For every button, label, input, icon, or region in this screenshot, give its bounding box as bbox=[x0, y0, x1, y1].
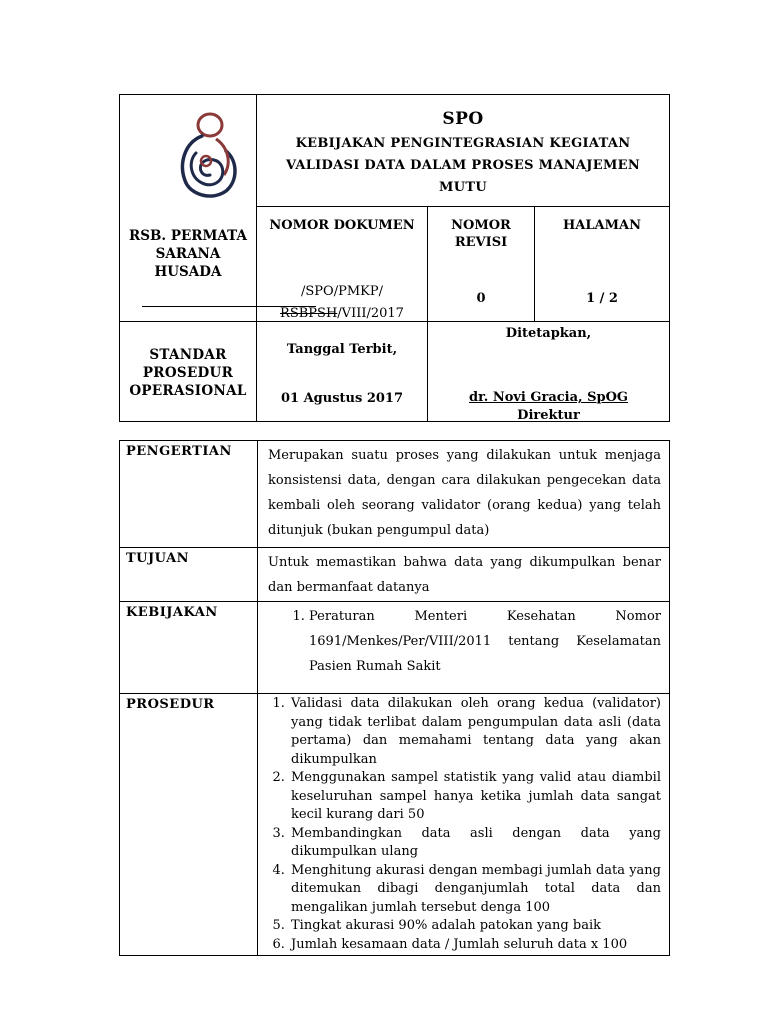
prosedur-item: 1. Validasi data dilakukan oleh orang kedua (validator) yang tidak terlibat dalam pengumpulan data asli (data pertama) dan memahami tentang data yang akan dikumpulkan bbox=[289, 695, 661, 769]
title-cell bbox=[257, 95, 670, 207]
nomor-dokumen-value: /SPO/PMKP/ RSBPSH/VIII/2017 bbox=[280, 284, 404, 321]
prosedur-item: 5. Tingkat akurasi 90% adalah patokan yang baik bbox=[289, 917, 661, 936]
halaman-header: HALAMAN bbox=[563, 218, 641, 233]
prosedur-item: 6. Jumlah kesamaan data / Jumlah seluruh data x 100 bbox=[289, 936, 661, 955]
pengertian-text: Merupakan suatu proses yang dilakukan untuk menjaga konsistensi data, dengan cara dilakukan pengecekan data kembali oleh seorang validator (orang kedua) yang telah ditunjuk (bukan pengumpul data) bbox=[268, 448, 661, 538]
nomor-revisi-header: NOMOR REVISI bbox=[451, 218, 511, 250]
tanggal-cell bbox=[257, 322, 428, 422]
document-body-table bbox=[119, 440, 670, 956]
prosedur-row bbox=[120, 694, 670, 956]
tujuan-label: TUJUAN bbox=[120, 548, 258, 602]
document-title: KEBIJAKAN PENGINTEGRASIAN KEGIATAN VALIDASI DATA DALAM PROSES MANAJEMEN MUTU bbox=[285, 136, 641, 195]
tanggal-terbit-label: Tanggal Terbit, bbox=[286, 342, 398, 357]
tujuan-text: Untuk memastikan bahwa data yang dikumpulkan benar dan bermanfaat datanya bbox=[268, 555, 661, 595]
nomor-dokumen-cell bbox=[257, 207, 428, 322]
prosedur-list bbox=[259, 695, 668, 954]
hospital-logo-cell bbox=[120, 95, 257, 322]
pengertian-content bbox=[258, 441, 670, 548]
signer-name: dr. Novi Gracia, SpOG bbox=[469, 390, 628, 405]
pengertian-row bbox=[120, 441, 670, 548]
nomor-dokumen-header: NOMOR DOKUMEN bbox=[269, 218, 415, 233]
signer-title: Direktur bbox=[517, 408, 580, 423]
halaman-value: 1 / 2 bbox=[586, 291, 618, 306]
prosedur-label: PROSEDUR bbox=[120, 694, 258, 956]
prosedur-item: 4. Menghitung akurasi dengan membagi jumlah data yang ditemukan dibagi denganjumlah total data dan mengalikan jumlah tersebut denga 100 bbox=[289, 862, 661, 918]
kebijakan-label: KEBIJAKAN bbox=[120, 602, 258, 694]
kebijakan-list bbox=[259, 603, 668, 679]
ditetapkan-label: Ditetapkan, bbox=[505, 326, 592, 341]
prosedur-content bbox=[258, 694, 670, 956]
tanggal-terbit-value: 01 Agustus 2017 bbox=[280, 391, 404, 406]
kebijakan-row bbox=[120, 602, 670, 694]
pengertian-label: PENGERTIAN bbox=[120, 441, 258, 548]
halaman-cell bbox=[535, 207, 670, 322]
standar-cell bbox=[120, 322, 257, 422]
prosedur-item: 3. Membandingkan data asli dengan data yang dikumpulkan ulang bbox=[289, 825, 661, 862]
doc-type-title: SPO bbox=[442, 109, 484, 129]
kebijakan-item: 1. Peraturan Menteri Kesehatan Nomor 1691/Menkes/Per/VIII/2011 tentang Keselamatan Pasien Rumah Sakit bbox=[309, 604, 661, 679]
prosedur-item: 2. Menggunakan sampel statistik yang valid atau diambil keseluruhan sampel hanya ketika jumlah data sangat kecil kurang dari 50 bbox=[289, 769, 661, 825]
hospital-logo bbox=[172, 103, 242, 203]
nomor-revisi-value: 0 bbox=[476, 291, 486, 306]
hospital-name: RSB. PERMATA SARANA HUSADA bbox=[129, 228, 247, 280]
kebijakan-content bbox=[258, 602, 670, 694]
tujuan-row bbox=[120, 548, 670, 602]
ditetapkan-cell bbox=[428, 322, 670, 422]
nomor-revisi-cell bbox=[428, 207, 535, 322]
document-header-table bbox=[119, 94, 670, 422]
standar-prosedur-label: STANDAR PROSEDUR OPERASIONAL bbox=[129, 347, 247, 399]
tujuan-content bbox=[258, 548, 670, 602]
